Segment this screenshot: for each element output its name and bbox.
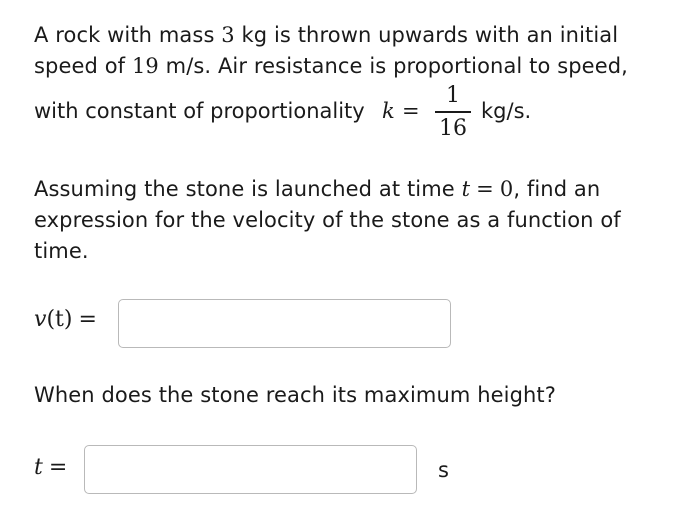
question-paragraph: [34, 20, 674, 82]
t-zero: 0: [499, 177, 514, 201]
time-answer-label: [34, 455, 73, 480]
question-line1-mid: kg is thrown upwards with an initial: [234, 23, 619, 47]
k-unit: kg/s.: [481, 99, 532, 123]
k-denominator: 16: [439, 116, 467, 141]
part1-prompt: [34, 174, 664, 267]
k-equals: =: [402, 99, 420, 123]
t-symbol: t: [461, 177, 471, 201]
v-argument: (t): [46, 307, 73, 332]
question-line2-suffix: m/s. Air resistance is proportional to speed,: [158, 54, 628, 78]
part2-text: When does the stone reach its maximum height?: [34, 383, 557, 407]
speed-value: 19: [131, 54, 159, 78]
t-answer-symbol: t: [34, 455, 43, 480]
part1-text-suffix: , find an expression for the velocity of the stone as a function of time.: [34, 177, 621, 263]
question-line2-prefix: speed of: [34, 54, 132, 78]
t-equals: =: [476, 177, 494, 201]
time-unit-label: s: [438, 458, 449, 482]
k-symbol: k: [382, 99, 395, 123]
mass-value: 3: [221, 23, 235, 47]
part2-prompt: [34, 380, 674, 411]
v-equals: =: [78, 307, 97, 332]
question-line3-prefix: with constant of proportionality: [34, 99, 365, 123]
part1-text-prefix: Assuming the stone is launched at time: [34, 177, 462, 201]
fraction-bar: [435, 111, 471, 113]
time-answer-input[interactable]: [84, 445, 417, 494]
k-fraction: [435, 83, 471, 143]
velocity-answer-input[interactable]: [118, 299, 451, 348]
velocity-answer-label: [34, 307, 103, 332]
question-line1-prefix: A rock with mass: [34, 23, 222, 47]
k-numerator: 1: [446, 83, 460, 108]
t-answer-equals: =: [48, 455, 68, 480]
v-symbol: v: [34, 307, 47, 332]
